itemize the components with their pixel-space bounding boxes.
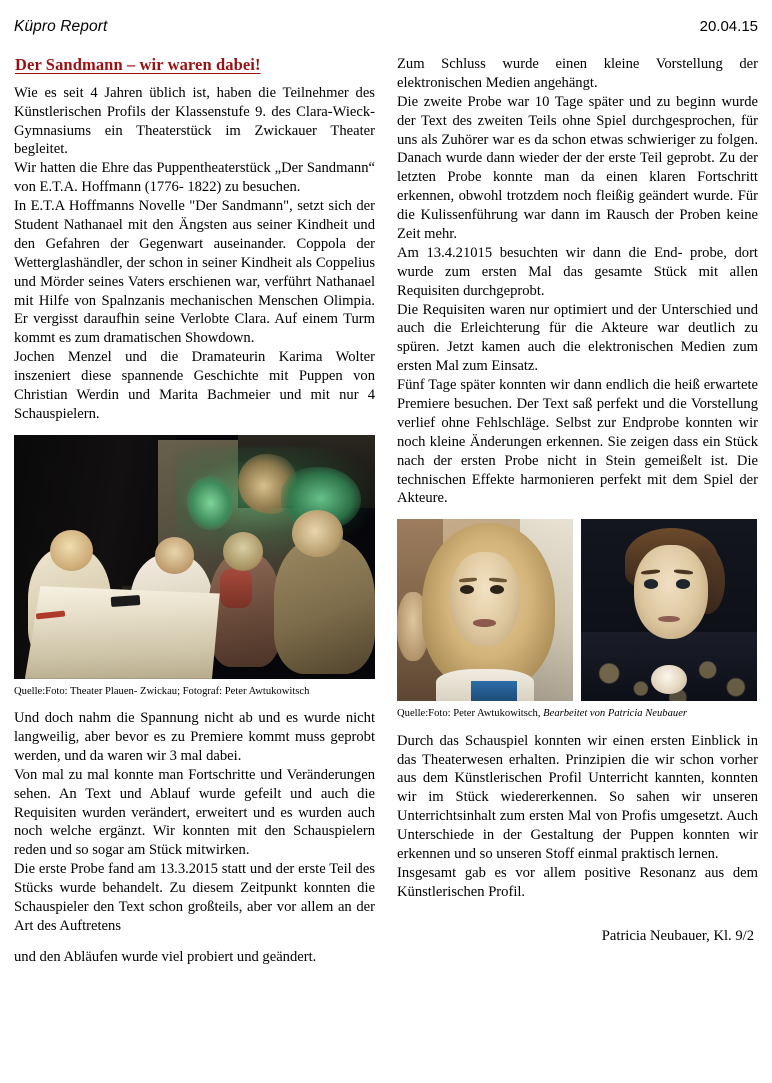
right-column [397,55,758,1075]
paragraph-crew: Jochen Menzel und die Dramateurin Karima Wolter inszeniert diese spannende Geschichte mit Puppen von Christian Werdin und Marita Bachmeier und mit nur 4 Schauspielern. [14,349,375,422]
publication-title: Küpro Report [14,18,108,35]
stage-actor-4-head [292,510,343,556]
paragraph-premiere: Fünf Tage später konnten wir dann endlich die heiß erwartete Premiere besuchen. Der Text saß perfekt und die Vorstellung verlief ohne Fehlschläge. Selbst zur Endprobe konnten wir noch kleine Änderungen erkennen. Sie zeigen dass ein Stück nach der ersten Probe nicht in Stein gemeißelt ist. Die technischen Effekte harmonieren perfekt mit dem Spiel der Akteure. [397,377,758,507]
paragraph-intro: Wie es seit 4 Jahren üblich ist, haben die Teilnehmer des Künstlerischen Profils der Klassenstufe 9. des Clara-Wieck-Gymnasiums ein Theaterstück im Zwickauer Theater begleitet. [14,84,375,158]
paragraph-first-rehearsal: Die erste Probe fand am 13.3.2015 statt und der erste Teil des Stücks wurde behandelt. Zu diesem Zeitpunkt konnten die Schauspieler den Text schon großteils, aber vor allem an der Art des Auftretens [14,861,375,934]
stage-photo-caption: Quelle:Foto: Theater Plauen- Zwickau; Fotograf: Peter Awtukowitsch [14,685,310,697]
issue-date: 20.04.15 [699,18,758,35]
paragraph-continuation: und den Abläufen wurde viel probiert und geändert. [14,948,317,965]
stage-photo-image [14,435,375,679]
paragraph-plot: In E.T.A Hoffmanns Novelle "Der Sandmann", setzt sich der Student Nathanael mit den Ängsten aus seiner Kindheit und den Gefahren der Gegenwart auseinander. Coppola der Wetterglashändler, der schon in seiner Kindheit als Coppelius und Mörder seines Vaters erschienen war, verführt Nathanael mit Hilfe von Spalnzanis mechanischen Menschen Olimpia. Er vergisst daraufhin seine Verlobte Clara. Auf einem Turm kommt es zum dramatischen Showdown. [14,198,375,347]
puppet-photos-caption [397,707,758,720]
puppet-photo-pair [397,519,758,701]
puppet-blonde-mouth [473,619,496,626]
paragraph-conclusion: Durch das Schauspiel konnten wir einen ersten Einblick in das Theaterwesen erhalten. Prinzipien die wir schon vorher aus dem Künstlerischen Profil Unterricht kannten, konnten wir im Stück wiedererkennen. So sahen wir unseren Unterrichtsinhalt zum ersten Mal von Profis umgesetzt. Auch Unterschiede in der Gestaltung der Puppen konnten wir erkennen und so unseren Stoff einmal praktisch lernen. [397,732,758,862]
puppet-caption-editor: Bearbeitet von Patricia Neubauer [543,708,688,720]
paragraph-dress-rehearsal: Am 13.4.21015 besuchten wir dann die End- probe, dort wurde zum ersten Mal das gesamte Stück mit allen Requisiten durchgeprobt. [397,244,758,299]
puppet-dark-image [581,519,757,701]
puppet-dark-eye-right [676,579,690,588]
stage-actor-3-scarf [220,569,252,608]
stage-actor-4 [274,537,375,674]
paragraph-props: Die Requisiten waren nur optimiert und der Unterschied und auch die Erleichterung für die Akteure war deutlich zu spüren. Jetzt kamen auch die elektronischen Medien zum ersten Mal zum Einsatz. [397,301,758,375]
article-columns [14,55,758,1075]
paragraph-progress: Von mal zu mal konnte man Fortschritte und Veränderungen sehen. An Text und Ablauf wurde gefeilt und auch die Requisiten wurden verändert, erweitert und es wurden auch noch welche ergänzt. Wir konnten mit den Schauspielern reden und so sogar am Stück mitwirken. [14,766,375,859]
figure-stage-photo [14,435,375,698]
page-header [14,18,758,40]
paragraph-summary: Insgesamt gab es vor allem positive Resonanz aus dem Künstlerischen Profil. [397,864,758,900]
puppet-blonde-image [397,519,573,701]
figure-puppet-photos [397,519,758,720]
puppet-caption-source: Quelle:Foto: Peter Awtukowitsch, [397,708,544,720]
stage-actor-2-head [155,537,195,574]
puppet-dark-face [634,545,708,640]
paragraph-tension: Und doch nahm die Spannung nicht ab und es wurde nicht langweilig, aber bevor es zu Premiere kommt muss geprobt werden, und da waren wir 3 mal dabei. [14,710,375,764]
puppet-dark-eye-left [644,579,658,588]
article-headline: Der Sandmann – wir waren dabei! [15,55,261,74]
puppet-blonde-face [450,552,520,647]
paragraph-media-closing: Zum Schluss wurde einen kleine Vorstellung der elektronischen Medien angehängt. [397,56,758,91]
paragraph-visit: Wir hatten die Ehre das Puppentheaterstück „Der Sandmann“ von E.T.A. Hoffmann (1776- 1822) zu besuchen. [14,160,375,196]
stage-table-object [111,595,140,607]
left-column [14,55,375,1075]
paragraph-second-rehearsal: Die zweite Probe war 10 Tage später und zu beginn wurde der Text des zweiten Teils ohne Spiel durchgesprochen, für uns als Zuhörer war es da schon etwas schwieriger zu folgen. Danach wurde dann wieder der der erste Teil geprobt. Zu der letzten Probe konnte man da einen klaren Fortschritt erkennen, obwohl trotzdem noch fleißig geändert wurde. Für die Kulissenführung war dann im Rausch der Proben keine Zeit mehr. [397,93,758,243]
author-byline: Patricia Neubauer, Kl. 9/2 [601,927,754,944]
puppet-dark-rose [651,665,686,694]
puppet-blonde-dress [471,681,517,701]
puppet-dark-mouth [658,616,679,622]
